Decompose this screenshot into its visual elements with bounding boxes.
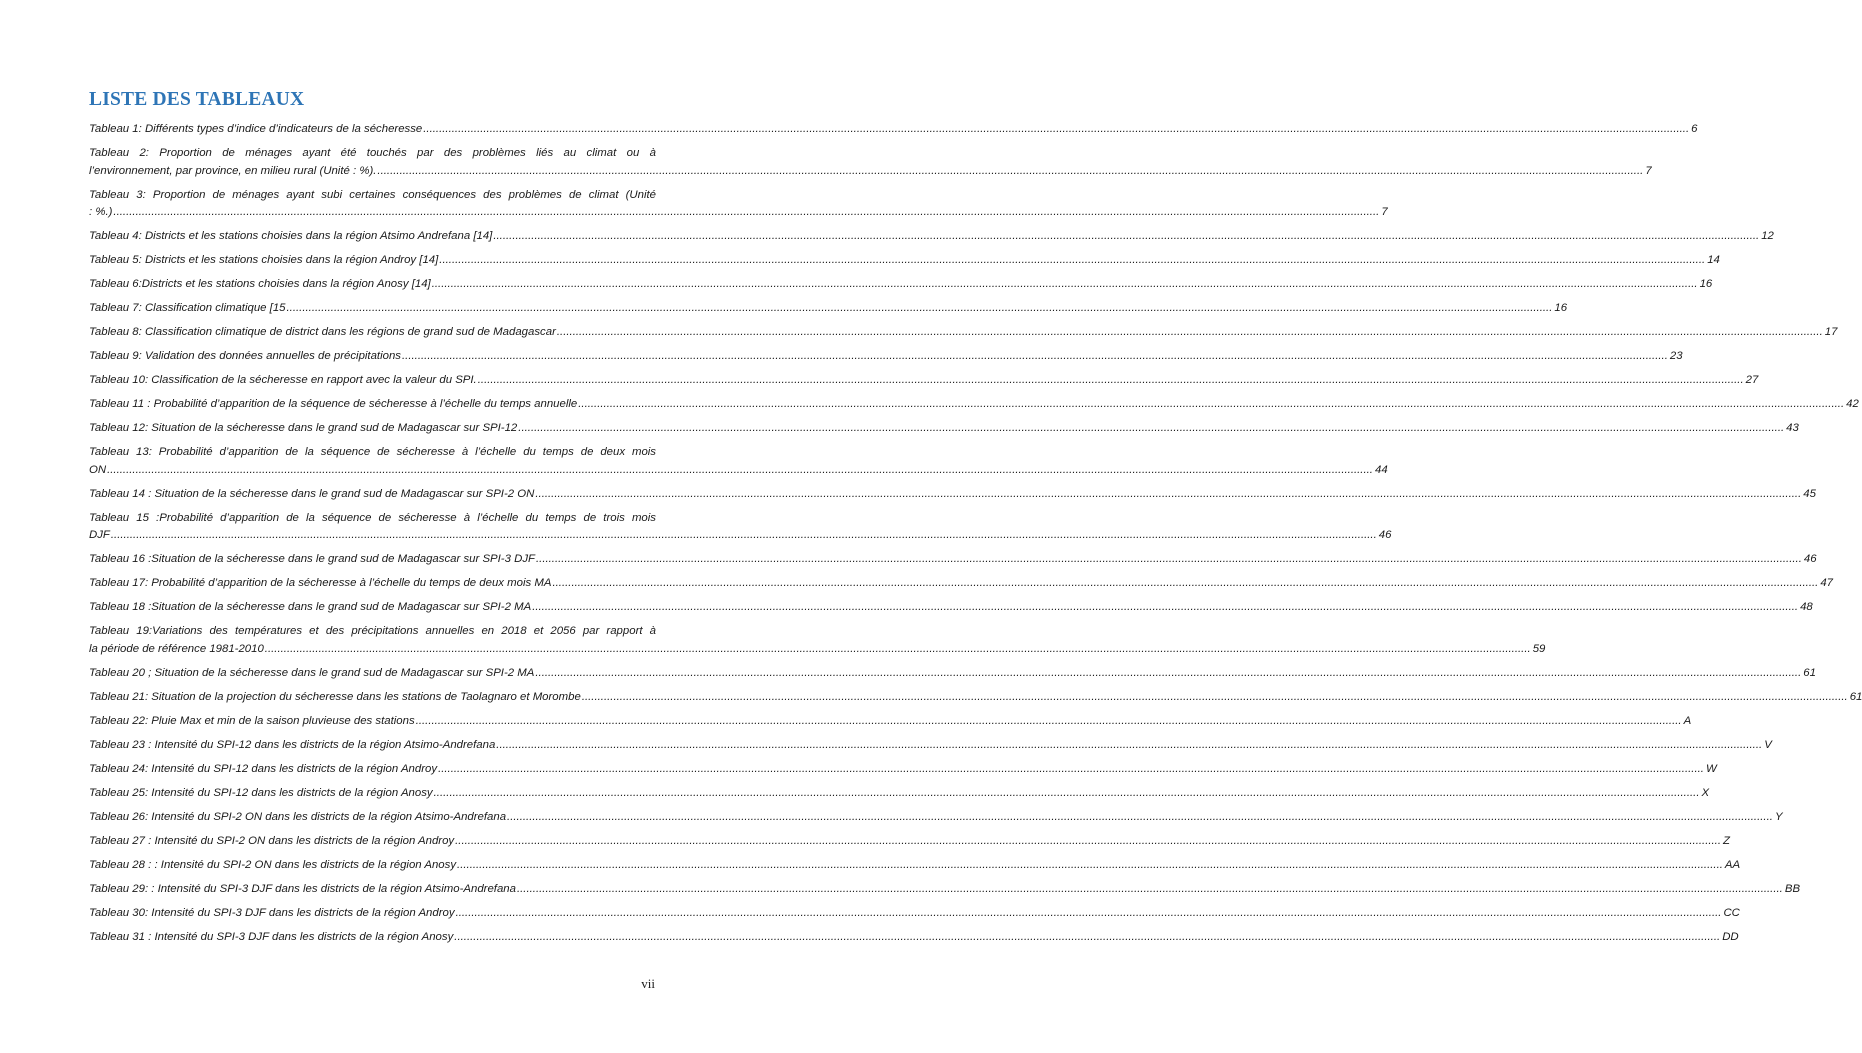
table-list-item[interactable] — [89, 510, 1392, 545]
entry-title: Tableau 28 : : Intensité du SPI-2 ON dans les districts de la région Anosy — [89, 858, 457, 871]
table-list-item[interactable] — [89, 833, 1730, 851]
table-list-item[interactable] — [89, 881, 1801, 899]
table-list-item[interactable] — [89, 737, 1772, 755]
entry-page: BB — [1784, 882, 1801, 895]
entry-title: Tableau 9: Validation des données annuelles de précipitations — [89, 350, 401, 362]
table-list-item[interactable] — [89, 372, 1759, 390]
table-list-item[interactable] — [89, 929, 1739, 947]
entry-page: 46 — [1378, 529, 1392, 541]
dot-leader: ................................................................................................................................................................................................................................................................................................................................................................................................................ — [264, 642, 1531, 655]
entry-page: 42 — [1846, 398, 1859, 410]
table-list-item[interactable] — [89, 300, 1568, 318]
entry-page: 45 — [1803, 487, 1816, 500]
entry-title-line1: Tableau 3: Proportion de ménages ayant subi certaines conséquences des problèmes de climat (Unité — [89, 188, 656, 201]
entry-title: ON — [89, 463, 107, 476]
table-list-item[interactable] — [89, 276, 1713, 294]
table-list-item[interactable] — [89, 145, 1652, 180]
table-list-item[interactable] — [89, 348, 1683, 366]
entry-title: Tableau 16 :Situation de la sécheresse dans le grand sud de Madagascar sur SPI-3 DJF — [89, 553, 535, 565]
entry-page: DD — [1722, 930, 1739, 943]
entry-title: Tableau 23 : Intensité du SPI-12 dans les districts de la région Atsimo-Andrefana — [89, 738, 496, 751]
entry-title: Tableau 14 : Situation de la sécheresse dans le grand sud de Madagascar sur SPI-2 ON — [89, 487, 535, 500]
entry-page: W — [1705, 762, 1717, 775]
table-list-item[interactable] — [89, 599, 1813, 617]
entry-page: AA — [1724, 858, 1741, 871]
entry-page: 61 — [1849, 690, 1862, 703]
table-list-item[interactable] — [89, 713, 1692, 731]
dot-leader: ................................................................................................................................................................................................................................................................................................................................................................................................................ — [535, 666, 1802, 679]
dot-leader: ................................................................................................................................................................................................................................................................................................................................................................................................................ — [438, 762, 1704, 775]
entry-page: A — [1683, 714, 1692, 727]
dot-leader: ................................................................................................................................................................................................................................................................................................................................................................................................................ — [532, 601, 1799, 613]
entry-page: Z — [1723, 834, 1730, 847]
dot-leader: ................................................................................................................................................................................................................................................................................................................................................................................................................ — [439, 254, 1706, 266]
dot-leader: ................................................................................................................................................................................................................................................................................................................................................................................................................ — [578, 398, 1845, 410]
entry-title: Tableau 1: Différents types d’indice d’indicateurs de la sécheresse — [89, 123, 423, 135]
entry-title: Tableau 17: Probabilité d’apparition de la sécheresse à l’échelle du temps de deux mois MA — [89, 577, 552, 589]
dot-leader: ................................................................................................................................................................................................................................................................................................................................................................................................................ — [423, 123, 1690, 135]
table-list-item[interactable] — [89, 623, 1546, 658]
entry-title: Tableau 6:Districts et les stations choisies dans la région Anosy [14] — [89, 278, 431, 290]
table-list-item[interactable] — [89, 857, 1741, 875]
dot-leader: ................................................................................................................................................................................................................................................................................................................................................................................................................ — [507, 810, 1773, 823]
entry-title: Tableau 26: Intensité du SPI-2 ON dans les districts de la région Atsimo-Andrefana — [89, 810, 507, 823]
table-list-item[interactable] — [89, 121, 1698, 139]
table-list-item[interactable] — [89, 785, 1710, 803]
entry-page: 27 — [1745, 374, 1759, 386]
entry-title: la période de référence 1981-2010 — [89, 642, 264, 655]
dot-leader: ................................................................................................................................................................................................................................................................................................................................................................................................................ — [402, 350, 1668, 362]
entry-title: Tableau 31 : Intensité du SPI-3 DJF dans les districts de la région Anosy — [89, 930, 454, 943]
dot-leader: ................................................................................................................................................................................................................................................................................................................................................................................................................ — [535, 553, 1802, 565]
entry-page: 7 — [1381, 206, 1388, 218]
entry-title: Tableau 22: Pluie Max et min de la saison pluvieuse des stations — [89, 714, 415, 727]
dot-leader: ................................................................................................................................................................................................................................................................................................................................................................................................................ — [535, 487, 1802, 500]
entry-title: Tableau 5: Districts et les stations choisies dans la région Androy [14] — [89, 254, 439, 266]
table-list-item[interactable] — [89, 689, 1862, 707]
entry-title-line1: Tableau 13: Probabilité d’apparition de la séquence de sécheresse à l’échelle du temps de deux mois — [89, 446, 656, 458]
page-number: vii — [641, 976, 655, 991]
entry-title: Tableau 20 ; Situation de la sécheresse dans le grand sud de Madagascar sur SPI-2 MA — [89, 666, 535, 679]
dot-leader: ................................................................................................................................................................................................................................................................................................................................................................................................................ — [113, 206, 1380, 218]
entry-page: 59 — [1532, 642, 1546, 655]
dot-leader: ................................................................................................................................................................................................................................................................................................................................................................................................................ — [552, 577, 1819, 589]
entry-page: 16 — [1554, 302, 1568, 314]
entry-page: 6 — [1691, 123, 1698, 135]
dot-leader: ................................................................................................................................................................................................................................................................................................................................................................................................................ — [107, 463, 1373, 476]
entry-page: 17 — [1824, 326, 1838, 338]
entry-title: Tableau 21: Situation de la projection du sécheresse dans les stations de Taolagnaro et Morombe — [89, 690, 581, 703]
dot-leader: ................................................................................................................................................................................................................................................................................................................................................................................................................ — [496, 738, 1763, 751]
entry-title: Tableau 29: : Intensité du SPI-3 DJF dans les districts de la région Atsimo-Andrefana — [89, 882, 516, 895]
entry-page: 12 — [1761, 230, 1774, 242]
entry-page: 7 — [1645, 164, 1652, 177]
table-list-item[interactable] — [89, 761, 1717, 779]
table-list-item[interactable] — [89, 575, 1834, 593]
entry-page: X — [1701, 786, 1710, 799]
entry-title: l’environnement, par province, en milieu rural (Unité : %). — [89, 164, 377, 177]
entry-title: Tableau 8: Classification climatique de district dans les régions de grand sud de Madagascar — [89, 326, 556, 338]
table-list-item[interactable] — [89, 420, 1799, 438]
entry-title: Tableau 10: Classification de la sécheresse en rapport avec la valeur du SPI. — [89, 374, 477, 386]
table-list-item[interactable] — [89, 809, 1783, 827]
entry-title-line1: Tableau 19:Variations des températures et des précipitations annuelles en 2018 et 2056 par rapport à — [89, 625, 656, 637]
dot-leader: ................................................................................................................................................................................................................................................................................................................................................................................................................ — [455, 906, 1722, 919]
entry-title: Tableau 12: Situation de la sécheresse dans le grand sud de Madagascar sur SPI-12 — [89, 422, 518, 434]
table-list-item[interactable] — [89, 228, 1774, 246]
entry-title: Tableau 11 : Probabilité d’apparition de la séquence de sécheresse à l’échelle du temps annuelle — [89, 398, 578, 410]
table-list-item[interactable] — [89, 486, 1816, 504]
entry-page: 16 — [1699, 278, 1713, 290]
page-title: LISTE DES TABLEAUX — [89, 89, 305, 110]
entry-title-line1: Tableau 15 :Probabilité d’apparition de la séquence de sécheresse à l’échelle du temps de trois mois — [89, 511, 656, 524]
entry-page: 43 — [1786, 422, 1799, 434]
entry-title: : %.) — [89, 206, 113, 218]
entry-title: Tableau 27 : Intensité du SPI-2 ON dans les districts de la région Androy — [89, 834, 455, 847]
entry-page: 48 — [1800, 601, 1813, 613]
dot-leader: ................................................................................................................................................................................................................................................................................................................................................................................................................ — [415, 714, 1682, 727]
dot-leader: ................................................................................................................................................................................................................................................................................................................................................................................................................ — [477, 374, 1744, 386]
table-list-item[interactable] — [89, 396, 1859, 414]
entry-page: 44 — [1374, 463, 1388, 476]
dot-leader: ................................................................................................................................................................................................................................................................................................................................................................................................................ — [556, 326, 1823, 338]
entry-page: 46 — [1803, 553, 1817, 565]
entry-page: 47 — [1820, 577, 1834, 589]
table-list-item[interactable] — [89, 905, 1740, 923]
table-list-item[interactable] — [89, 551, 1817, 569]
dot-leader: ................................................................................................................................................................................................................................................................................................................................................................................................................ — [110, 529, 1377, 541]
table-list-item[interactable] — [89, 324, 1838, 342]
entry-page: 14 — [1707, 254, 1720, 266]
dot-leader: ................................................................................................................................................................................................................................................................................................................................................................................................................ — [431, 278, 1698, 290]
entry-title: DJF — [89, 529, 110, 541]
dot-leader: ................................................................................................................................................................................................................................................................................................................................................................................................................ — [457, 858, 1723, 871]
table-list-item[interactable] — [89, 665, 1816, 683]
entry-page: 23 — [1669, 350, 1683, 362]
table-list — [89, 121, 1862, 953]
dot-leader: ................................................................................................................................................................................................................................................................................................................................................................................................................ — [433, 786, 1700, 799]
entry-page: CC — [1723, 906, 1740, 919]
entry-title: Tableau 30: Intensité du SPI-3 DJF dans les districts de la région Androy — [89, 906, 455, 919]
entry-title: Tableau 7: Classification climatique [15 — [89, 302, 286, 314]
dot-leader: ................................................................................................................................................................................................................................................................................................................................................................................................................ — [454, 930, 1721, 943]
entry-title: Tableau 4: Districts et les stations choisies dans la région Atsimo Andrefana [14] — [89, 230, 493, 242]
table-list-item[interactable] — [89, 252, 1720, 270]
table-list-item[interactable] — [89, 187, 1388, 222]
dot-leader: ................................................................................................................................................................................................................................................................................................................................................................................................................ — [581, 690, 1848, 703]
entry-page: V — [1764, 738, 1772, 751]
entry-title-line1: Tableau 2: Proportion de ménages ayant été touchés par des problèmes liés au climat ou à — [89, 147, 656, 159]
dot-leader: ................................................................................................................................................................................................................................................................................................................................................................................................................ — [377, 164, 1644, 177]
dot-leader: ................................................................................................................................................................................................................................................................................................................................................................................................................ — [493, 230, 1760, 242]
entry-page: Y — [1774, 810, 1783, 823]
dot-leader: ................................................................................................................................................................................................................................................................................................................................................................................................................ — [518, 422, 1785, 434]
table-list-item[interactable] — [89, 444, 1388, 479]
entry-title: Tableau 24: Intensité du SPI-12 dans les districts de la région Androy — [89, 762, 438, 775]
dot-leader: ................................................................................................................................................................................................................................................................................................................................................................................................................ — [516, 882, 1783, 895]
entry-title: Tableau 25: Intensité du SPI-12 dans les districts de la région Anosy — [89, 786, 433, 799]
entry-page: 61 — [1803, 666, 1816, 679]
entry-title: Tableau 18 :Situation de la sécheresse dans le grand sud de Madagascar sur SPI-2 MA — [89, 601, 532, 613]
dot-leader: ................................................................................................................................................................................................................................................................................................................................................................................................................ — [455, 834, 1722, 847]
dot-leader: ................................................................................................................................................................................................................................................................................................................................................................................................................ — [286, 302, 1553, 314]
